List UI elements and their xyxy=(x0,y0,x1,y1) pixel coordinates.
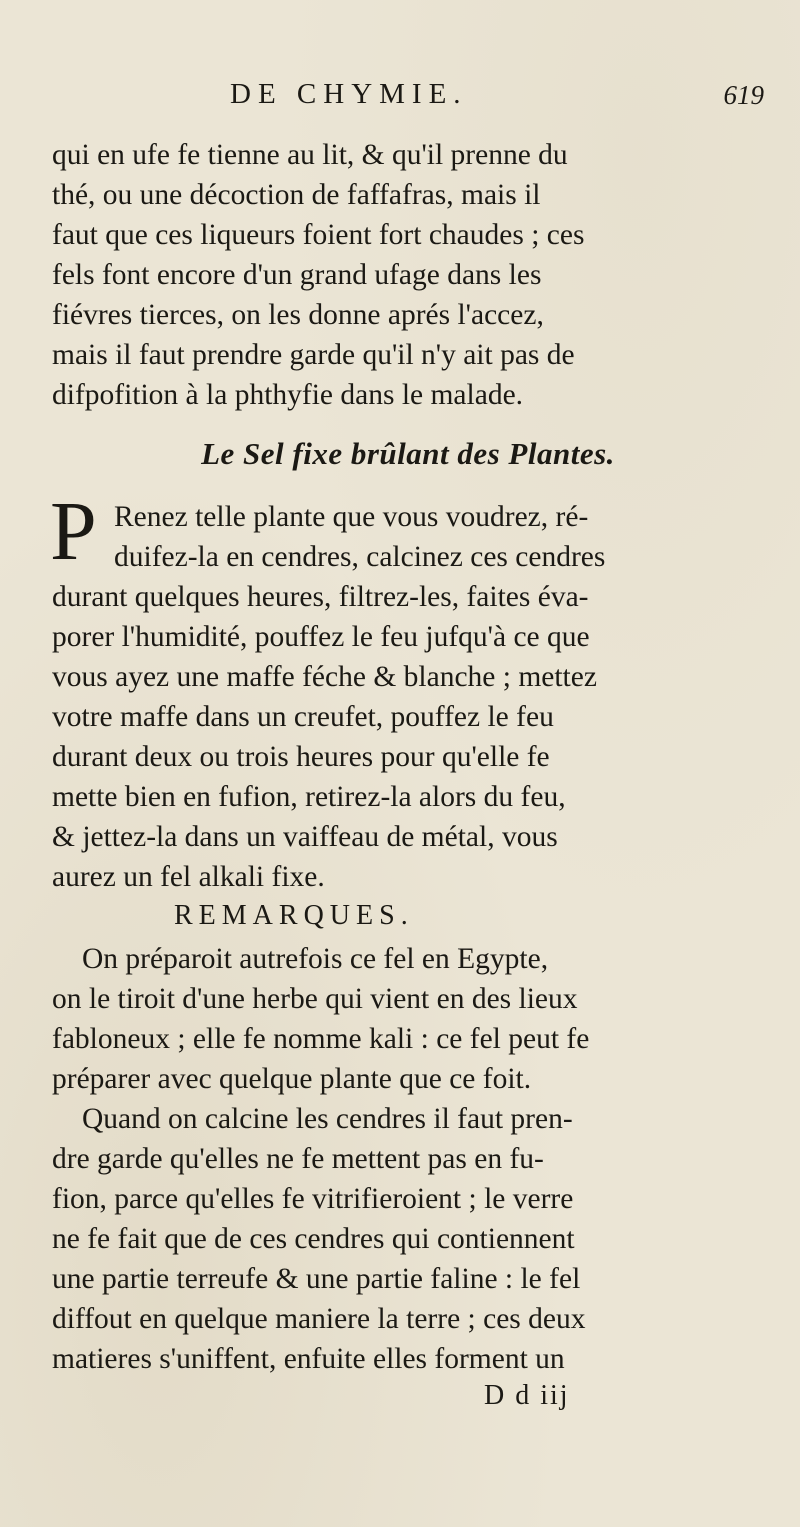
text-line: duifez-la en cendres, calcinez ces cendres xyxy=(114,541,606,573)
text-line: fels font encore d'un grand ufage dans les xyxy=(52,259,542,291)
text-line: On préparoit autrefois ce fel en Egypte, xyxy=(82,943,549,975)
section-heading: Le Sel fixe brûlant des Plantes. xyxy=(201,436,615,471)
text-line: Quand on calcine les cendres il faut pren- xyxy=(82,1103,573,1135)
text-line: durant deux ou trois heures pour qu'elle fe xyxy=(52,741,550,773)
text-line: Renez telle plante que vous voudrez, ré- xyxy=(114,501,589,533)
text-line: mette bien en fufion, retirez-la alors du feu, xyxy=(52,781,566,813)
text-line: qui en ufe fe tienne au lit, & qu'il prenne du xyxy=(52,139,568,171)
running-title: DE CHYMIE. xyxy=(230,78,468,110)
text-line: faut que ces liqueurs foient fort chaudes ; ces xyxy=(52,219,585,251)
text-line: mais il faut prendre garde qu'il n'y ait pas de xyxy=(52,339,575,371)
text-line: vous ayez une maffe féche & blanche ; mettez xyxy=(52,661,597,693)
page-number: 619 xyxy=(723,80,764,110)
text-line: préparer avec quelque plante que ce foit. xyxy=(52,1063,532,1095)
text-line: on le tiroit d'une herbe qui vient en des lieux xyxy=(52,983,578,1015)
text-line: difpofition à la phthyfie dans le malade. xyxy=(52,379,524,411)
text-line: fiévres tierces, on les donne aprés l'accez, xyxy=(52,299,544,331)
text-line: & jettez-la dans un vaiffeau de métal, vous xyxy=(52,821,558,853)
running-head xyxy=(52,78,764,122)
remarques-heading: REMARQUES. xyxy=(174,900,414,931)
text-line: durant quelques heures, filtrez-les, faites éva- xyxy=(52,581,589,613)
text-line: diffout en quelque maniere la terre ; ces deux xyxy=(52,1303,586,1335)
text-line: aurez un fel alkali fixe. xyxy=(52,861,325,893)
text-line: porer l'humidité, pouffez le feu jufqu'à ce que xyxy=(52,621,590,653)
text-line: thé, ou une décoction de faffafras, mais il xyxy=(52,179,541,211)
drop-cap: P xyxy=(50,485,97,578)
text-line: une partie terreufe & une partie faline : le fel xyxy=(52,1263,581,1295)
text-line: fabloneux ; elle fe nomme kali : ce fel peut fe xyxy=(52,1023,590,1055)
text-line: matieres s'uniffent, enfuite elles forment un xyxy=(52,1343,565,1375)
text-line: dre garde qu'elles ne fe mettent pas en fu- xyxy=(52,1143,544,1175)
text-line: votre maffe dans un creufet, pouffez le feu xyxy=(52,701,554,733)
signature-mark: D d iij xyxy=(484,1380,570,1411)
text-line: fion, parce qu'elles fe vitrifieroient ; le verre xyxy=(52,1183,574,1215)
text-line: ne fe fait que de ces cendres qui contiennent xyxy=(52,1223,575,1255)
